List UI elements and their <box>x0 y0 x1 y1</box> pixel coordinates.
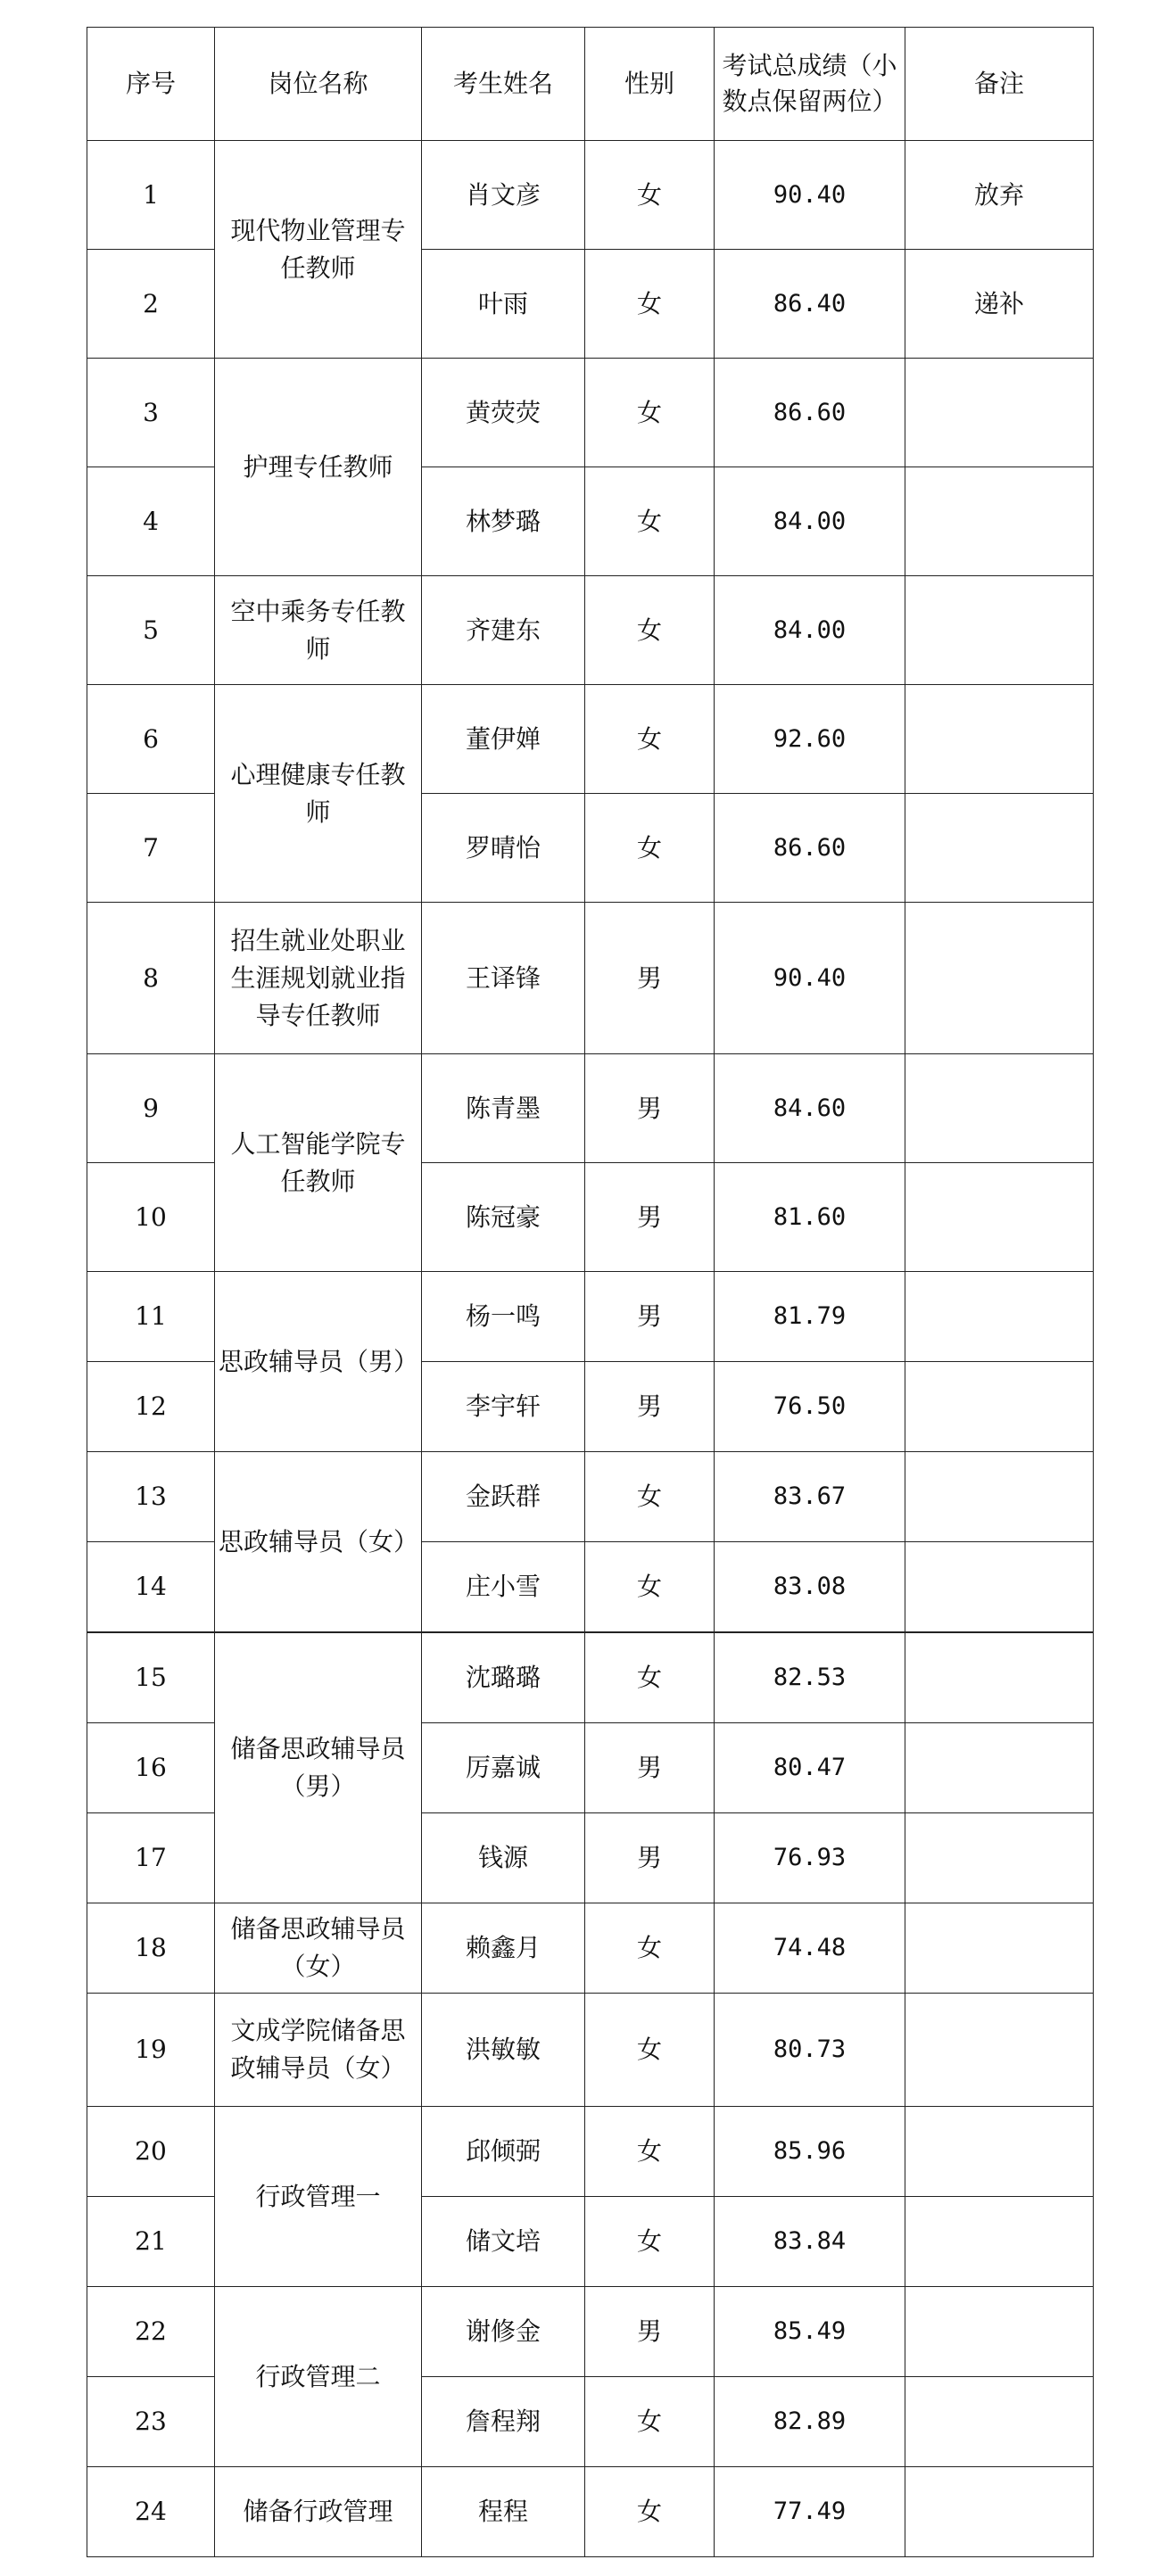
row-gender: 女 <box>585 1542 715 1632</box>
table-row <box>87 2287 1094 2377</box>
row-name: 林梦璐 <box>422 467 585 576</box>
row-index: 16 <box>87 1723 215 1813</box>
row-position: 行政管理一 <box>215 2107 422 2287</box>
row-index: 23 <box>87 2377 215 2467</box>
header-row <box>87 28 1094 141</box>
row-gender: 女 <box>585 1994 715 2107</box>
row-gender: 女 <box>585 1903 715 1994</box>
row-score: 83.08 <box>715 1542 905 1632</box>
row-note <box>905 1542 1094 1632</box>
row-note <box>905 576 1094 685</box>
row-index: 20 <box>87 2107 215 2197</box>
table-row <box>87 1903 1094 1994</box>
row-gender: 女 <box>585 250 715 359</box>
row-gender: 男 <box>585 2287 715 2377</box>
table-row <box>87 141 1094 250</box>
row-score: 86.60 <box>715 359 905 467</box>
row-gender: 男 <box>585 1163 715 1272</box>
row-name: 陈冠豪 <box>422 1163 585 1272</box>
row-index: 5 <box>87 576 215 685</box>
table-row <box>87 903 1094 1054</box>
header-note: 备注 <box>905 28 1094 141</box>
row-index: 14 <box>87 1542 215 1632</box>
row-index: 17 <box>87 1813 215 1903</box>
row-gender: 男 <box>585 1362 715 1452</box>
row-index: 7 <box>87 794 215 903</box>
row-gender: 女 <box>585 359 715 467</box>
row-name: 邱倾弼 <box>422 2107 585 2197</box>
row-index: 8 <box>87 903 215 1054</box>
row-note <box>905 1452 1094 1542</box>
row-score: 90.40 <box>715 141 905 250</box>
row-gender: 男 <box>585 1272 715 1362</box>
row-name: 齐建东 <box>422 576 585 685</box>
row-name: 庄小雪 <box>422 1542 585 1632</box>
row-score: 86.40 <box>715 250 905 359</box>
row-position: 储备思政辅导员（男） <box>215 1633 422 1903</box>
table-row <box>87 1994 1094 2107</box>
header-name: 考生姓名 <box>422 28 585 141</box>
row-note <box>905 467 1094 576</box>
row-position: 人工智能学院专任教师 <box>215 1054 422 1272</box>
row-gender: 女 <box>585 2197 715 2287</box>
row-index: 22 <box>87 2287 215 2377</box>
row-gender: 女 <box>585 2107 715 2197</box>
row-name: 厉嘉诚 <box>422 1723 585 1813</box>
table-row <box>87 1633 1094 1723</box>
row-gender: 女 <box>585 2377 715 2467</box>
row-score: 83.67 <box>715 1452 905 1542</box>
row-note <box>905 1813 1094 1903</box>
row-note <box>905 1163 1094 1272</box>
table-row <box>87 2467 1094 2557</box>
row-note <box>905 1723 1094 1813</box>
row-score: 84.60 <box>715 1054 905 1163</box>
row-score: 92.60 <box>715 685 905 794</box>
table-row <box>87 359 1094 467</box>
row-score: 83.84 <box>715 2197 905 2287</box>
row-index: 3 <box>87 359 215 467</box>
row-note: 放弃 <box>905 141 1094 250</box>
row-position: 现代物业管理专任教师 <box>215 141 422 359</box>
row-name: 杨一鸣 <box>422 1272 585 1362</box>
row-name: 储文培 <box>422 2197 585 2287</box>
row-score: 81.60 <box>715 1163 905 1272</box>
row-score: 76.93 <box>715 1813 905 1903</box>
row-name: 陈青墨 <box>422 1054 585 1163</box>
row-note <box>905 2287 1094 2377</box>
table-row <box>87 1452 1094 1542</box>
row-index: 1 <box>87 141 215 250</box>
row-note <box>905 794 1094 903</box>
row-position: 招生就业处职业生涯规划就业指导专任教师 <box>215 903 422 1054</box>
row-score: 82.53 <box>715 1633 905 1723</box>
row-score: 85.49 <box>715 2287 905 2377</box>
header-position: 岗位名称 <box>215 28 422 141</box>
row-index: 21 <box>87 2197 215 2287</box>
results-table-part-2 <box>87 1632 1094 2557</box>
row-position: 行政管理二 <box>215 2287 422 2467</box>
row-note <box>905 1272 1094 1362</box>
row-index: 18 <box>87 1903 215 1994</box>
row-index: 4 <box>87 467 215 576</box>
row-note <box>905 2107 1094 2197</box>
row-name: 钱源 <box>422 1813 585 1903</box>
row-index: 11 <box>87 1272 215 1362</box>
row-position: 心理健康专任教师 <box>215 685 422 903</box>
table-row <box>87 1054 1094 1163</box>
row-note <box>905 2377 1094 2467</box>
row-name: 金跃群 <box>422 1452 585 1542</box>
row-gender: 女 <box>585 1452 715 1542</box>
row-index: 2 <box>87 250 215 359</box>
row-gender: 女 <box>585 1633 715 1723</box>
row-score: 84.00 <box>715 467 905 576</box>
row-position: 空中乘务专任教师 <box>215 576 422 685</box>
header-gender: 性别 <box>585 28 715 141</box>
row-score: 77.49 <box>715 2467 905 2557</box>
row-score: 81.79 <box>715 1272 905 1362</box>
row-name: 王译锋 <box>422 903 585 1054</box>
row-index: 12 <box>87 1362 215 1452</box>
row-note <box>905 359 1094 467</box>
row-position: 储备思政辅导员（女） <box>215 1903 422 1994</box>
row-name: 程程 <box>422 2467 585 2557</box>
row-note <box>905 1633 1094 1723</box>
row-score: 80.73 <box>715 1994 905 2107</box>
row-note <box>905 2197 1094 2287</box>
row-gender: 女 <box>585 685 715 794</box>
row-note: 递补 <box>905 250 1094 359</box>
row-name: 李宇轩 <box>422 1362 585 1452</box>
row-gender: 女 <box>585 794 715 903</box>
row-score: 80.47 <box>715 1723 905 1813</box>
row-note <box>905 903 1094 1054</box>
table-row <box>87 2107 1094 2197</box>
row-note <box>905 1994 1094 2107</box>
row-position: 思政辅导员（女） <box>215 1452 422 1632</box>
row-score: 74.48 <box>715 1903 905 1994</box>
row-name: 谢修金 <box>422 2287 585 2377</box>
row-note <box>905 1362 1094 1452</box>
row-position: 文成学院储备思政辅导员（女） <box>215 1994 422 2107</box>
row-index: 6 <box>87 685 215 794</box>
row-score: 82.89 <box>715 2377 905 2467</box>
row-gender: 男 <box>585 1723 715 1813</box>
row-gender: 女 <box>585 576 715 685</box>
row-gender: 女 <box>585 141 715 250</box>
row-index: 24 <box>87 2467 215 2557</box>
row-note <box>905 685 1094 794</box>
row-gender: 男 <box>585 1813 715 1903</box>
row-name: 罗晴怡 <box>422 794 585 903</box>
row-index: 9 <box>87 1054 215 1163</box>
row-gender: 男 <box>585 1054 715 1163</box>
row-gender: 女 <box>585 2467 715 2557</box>
table-row <box>87 1272 1094 1362</box>
row-position: 储备行政管理 <box>215 2467 422 2557</box>
row-name: 肖文彦 <box>422 141 585 250</box>
header-score: 考试总成绩（小数点保留两位） <box>715 28 905 141</box>
table-row <box>87 576 1094 685</box>
row-position: 思政辅导员（男） <box>215 1272 422 1452</box>
row-position: 护理专任教师 <box>215 359 422 576</box>
row-score: 90.40 <box>715 903 905 1054</box>
row-gender: 女 <box>585 467 715 576</box>
row-index: 13 <box>87 1452 215 1542</box>
row-note <box>905 1903 1094 1994</box>
row-index: 15 <box>87 1633 215 1723</box>
table-row <box>87 685 1094 794</box>
row-name: 沈璐璐 <box>422 1633 585 1723</box>
row-score: 84.00 <box>715 576 905 685</box>
row-score: 85.96 <box>715 2107 905 2197</box>
row-name: 黄荧荧 <box>422 359 585 467</box>
header-index: 序号 <box>87 28 215 141</box>
row-gender: 男 <box>585 903 715 1054</box>
row-name: 洪敏敏 <box>422 1994 585 2107</box>
row-name: 董伊婵 <box>422 685 585 794</box>
row-index: 10 <box>87 1163 215 1272</box>
row-name: 赖鑫月 <box>422 1903 585 1994</box>
results-table-part-1 <box>87 27 1094 1632</box>
row-score: 76.50 <box>715 1362 905 1452</box>
row-name: 詹程翔 <box>422 2377 585 2467</box>
row-note <box>905 1054 1094 1163</box>
row-score: 86.60 <box>715 794 905 903</box>
row-index: 19 <box>87 1994 215 2107</box>
row-name: 叶雨 <box>422 250 585 359</box>
row-note <box>905 2467 1094 2557</box>
